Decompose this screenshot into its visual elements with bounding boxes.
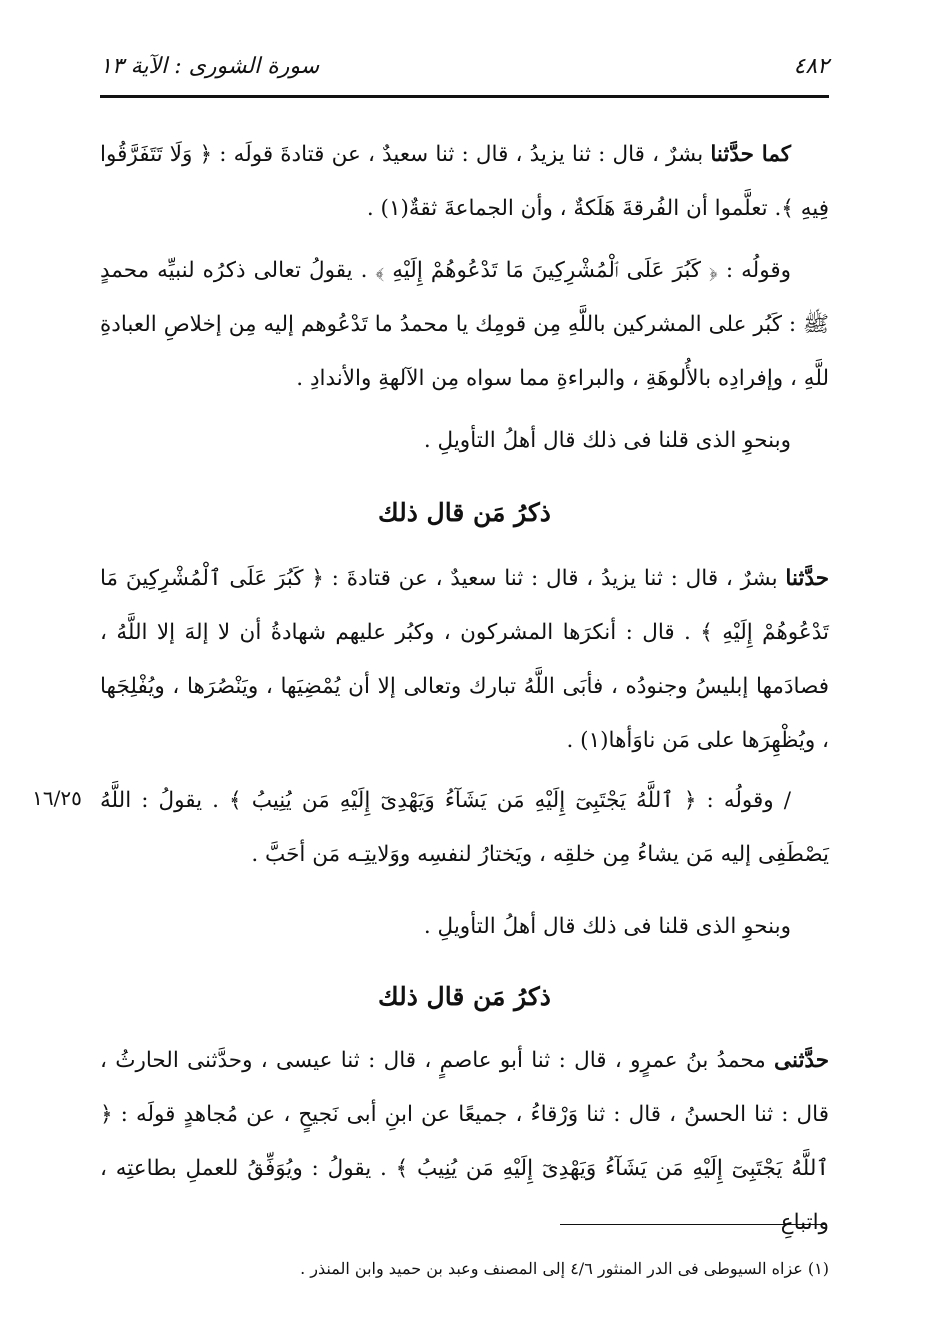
paragraph-5 xyxy=(100,774,829,882)
paragraph-text: وبنحوِ الذى قلنا فى ذلك قال أهلُ التأويلِ . xyxy=(423,428,791,453)
paragraph-text: بشرٌ ، قال : ثنا يزيدُ ، قال : ثنا سعيدٌ ، عن قتادةَ : ﴿ كَبُرَ عَلَى ٱلْمُشْرِكِينَ مَا تَدْعُوهُمْ إِلَيْهِ ﴾ . قال : أنكرَها المشركون ، وكبُر عليهم شهادةُ أن لا إلهَ إلا اللَّهُ ، فصادَمها إبليسُ وجنودُه ، فأبَى اللَّهُ تبارك وتعالى إلا أن يُمْضِيَها ، ويَنْصُرَها ، ويُفْلِجَها ، ويُظْهِرَها على مَن ناوَأها(١) . xyxy=(100,566,829,753)
paragraph-lead: حدَّثنى xyxy=(774,1048,829,1073)
paragraph-text: وقولُه : ﴿ كَبُرَ عَلَى ٱلْمُشْرِكِينَ مَا تَدْعُوهُمْ إِلَيْهِ ﴾ . يقولُ تعالى ذكرُه لنبيِّه محمدٍ ﷺ : كَبُر على المشركين باللَّهِ مِن قومِك يا محمدُ ما تَدْعُوهم إليه مِن إخلاصِ العبادةِ للَّهِ ، وإفرادِه بالأُلوهَةِ ، والبراءةِ مما سواه مِن الآلهةِ والأندادِ . xyxy=(100,258,829,391)
running-head xyxy=(100,46,829,86)
paragraph-1 xyxy=(100,128,829,236)
paragraph-text: / وقولُه : ﴿ ٱللَّهُ يَجْتَبِىٓ إِلَيْهِ مَن يَشَآءُ وَيَهْدِىٓ إِلَيْهِ مَن يُنِيبُ ﴾ . يقولُ : اللَّهُ يَصْطَفِى إليه مَن يشاءُ مِن خلقِه ، ويَختارُ لنفسِه ووَلايتِـه مَن أحَبَّ . xyxy=(100,788,829,867)
page-title: سورة الشورى : الآية ١٣ xyxy=(100,53,320,79)
footnote: (١) عزاه السيوطى فى الدر المنثور ٤/٦ إلى المصنف وعبد بن حميد وابن المنذر . xyxy=(300,1259,829,1278)
paragraph-text: محمدُ بنُ عمرٍو ، قال : ثنا أبو عاصمٍ ، قال : ثنا عيسى ، وحدَّثنى الحارثُ ، قال : ثنا الحسنُ ، قال : ثنا وَرْقاءُ ، جميعًا عن ابنِ أبى نَجيحٍ ، عن مُجاهدٍ قولَه : ﴿ ٱللَّهُ يَجْتَبِىٓ إِلَيْهِ مَن يَشَآءُ وَيَهْدِىٓ إِلَيْهِ مَن يُنِيبُ ﴾ . يقولُ : ويُوَفِّقُ للعملِ بطاعتِه ، واتباعِ xyxy=(100,1048,829,1235)
paragraph-4 xyxy=(100,552,829,768)
paragraph-text: بشرٌ ، قال : ثنا يزيدُ ، قال : ثنا سعيدٌ ، عن قتادةَ قولَه : ﴿ وَلَا تَتَفَرَّقُوا فِيهِ ﴾. تعلَّموا أن الفُرقةَ هَلَكةٌ ، وأن الجماعةَ ثقةٌ(١) . xyxy=(100,142,829,221)
margin-volume-page-ref: ١٦/٢٥ xyxy=(32,786,82,810)
paragraph-2 xyxy=(100,244,829,406)
paragraph-lead: كما حدَّثنا xyxy=(710,142,791,167)
header-rule xyxy=(100,95,829,98)
section-heading-1: ذكرُ مَن قال ذلك xyxy=(378,498,551,527)
paragraph-text: وبنحوِ الذى قلنا فى ذلك قال أهلُ التأويلِ . xyxy=(423,914,791,939)
page-number: ٤٨٢ xyxy=(793,53,829,79)
paragraph-7 xyxy=(100,1034,829,1250)
paragraph-6 xyxy=(100,900,829,954)
paragraph-3 xyxy=(100,414,829,468)
section-heading-2: ذكرُ مَن قال ذلك xyxy=(378,982,551,1011)
footnote-rule xyxy=(560,1224,825,1225)
paragraph-lead: حدَّثنا xyxy=(785,566,829,591)
